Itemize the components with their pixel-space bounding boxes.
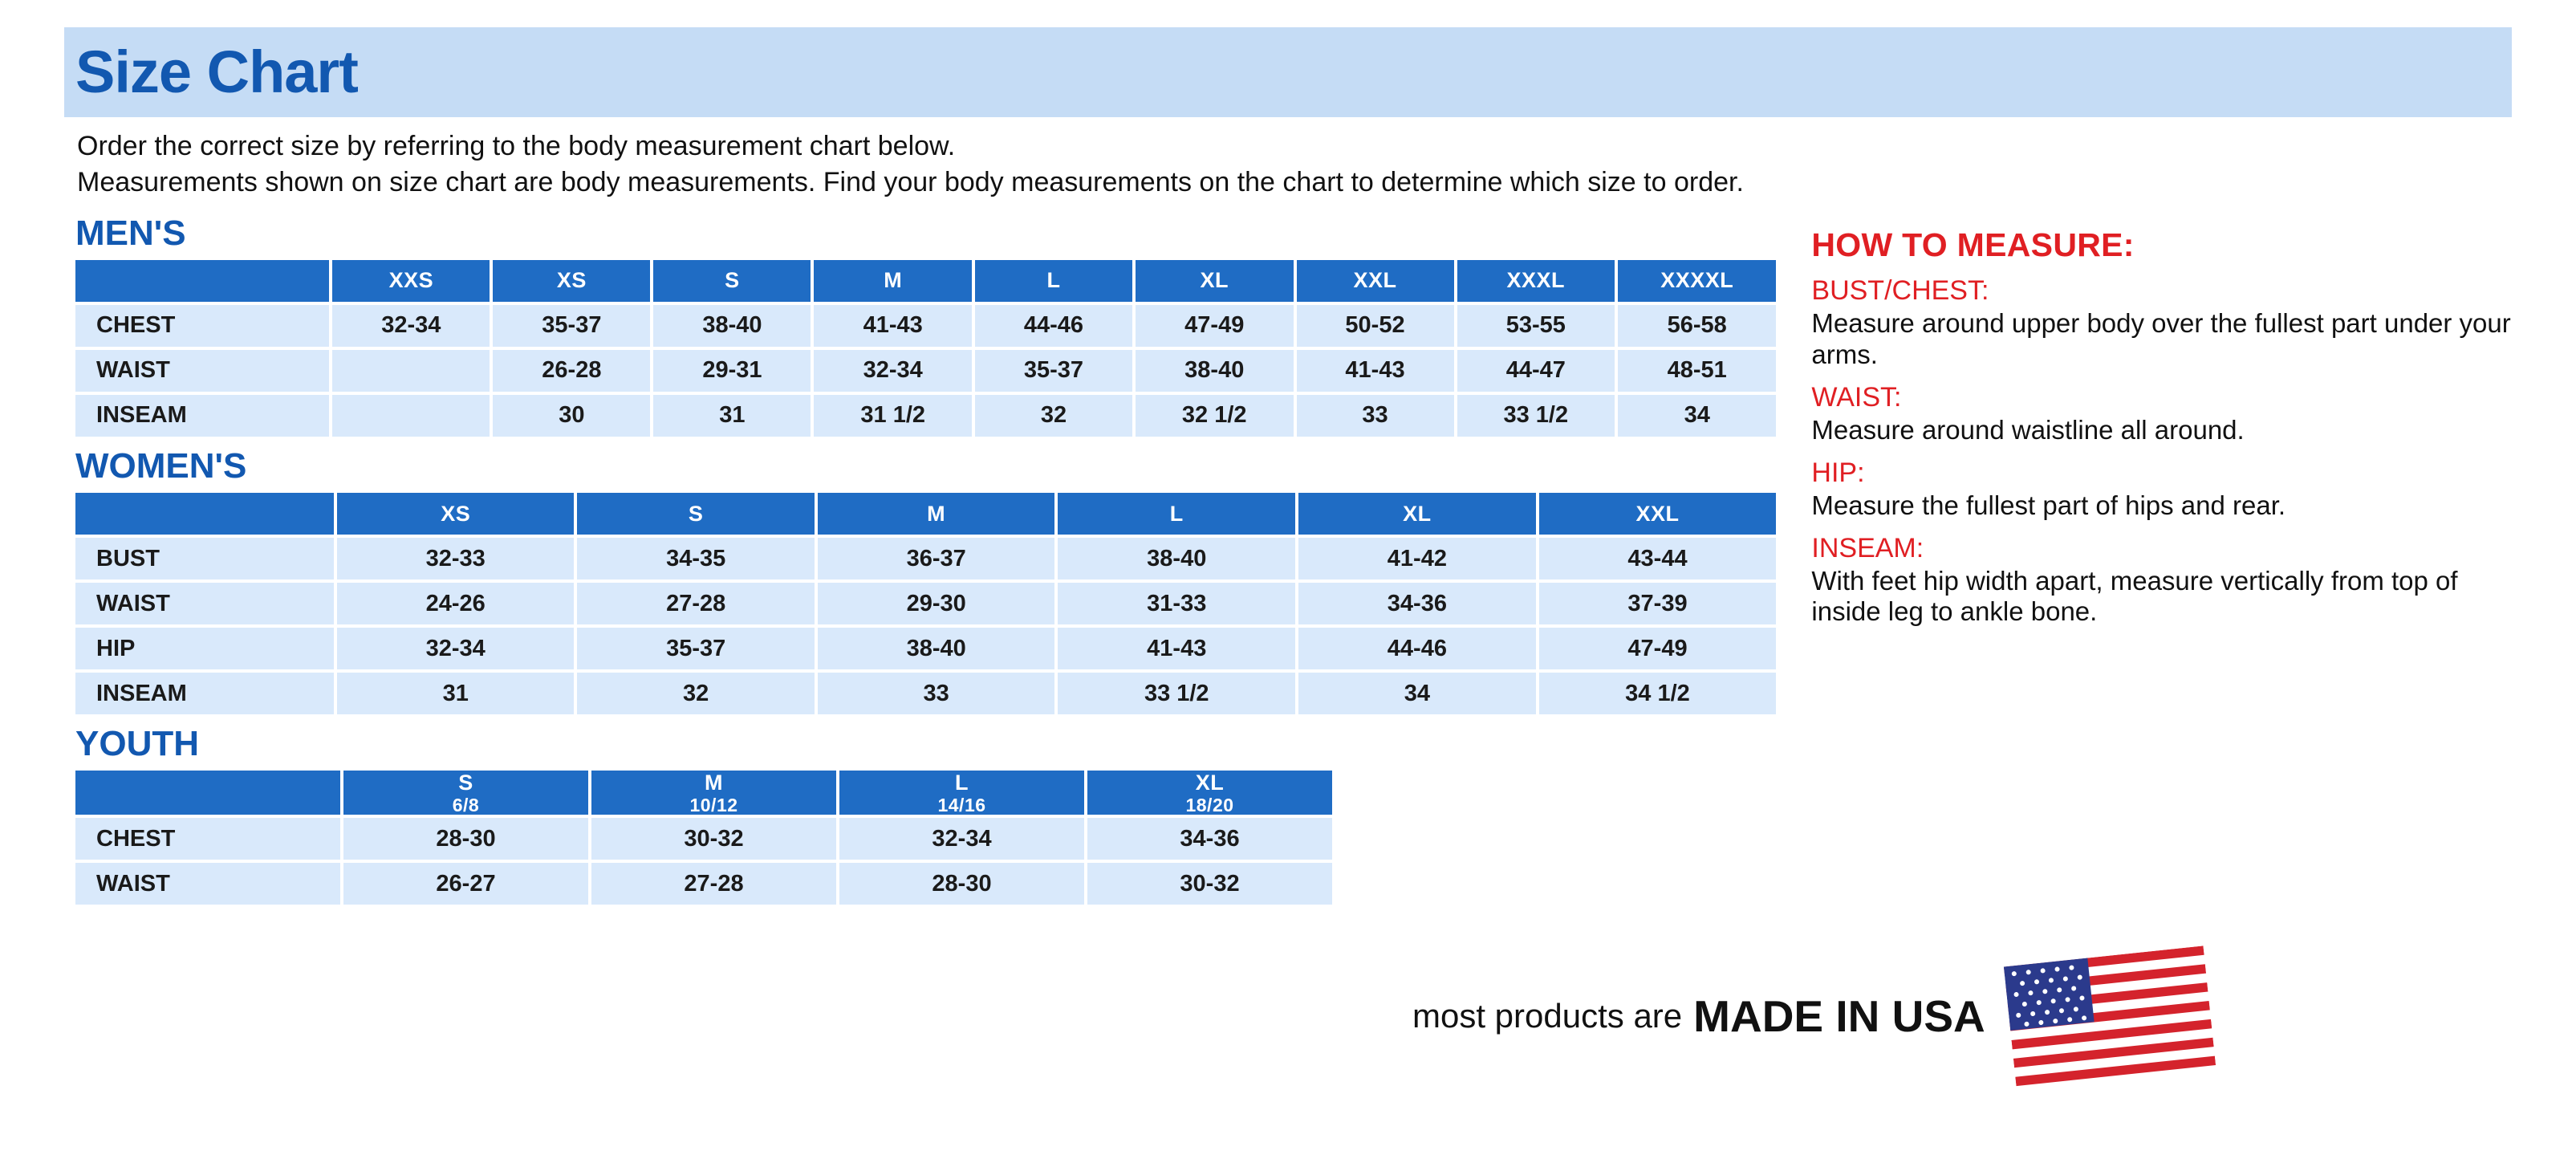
measure-label-inseam: INSEAM: [1811,532,1924,563]
table-cell: 37-39 [1539,583,1777,624]
column-header-sub: 18/20 [1185,795,1234,816]
row-label: WAIST [75,583,334,624]
column-header [75,771,340,815]
page-title: Size Chart [75,39,358,105]
column-header [75,260,329,302]
table-cell: 34 [1618,395,1776,437]
table-cell: 32 [577,673,814,714]
measure-label-hip: HIP: [1811,457,1865,488]
column-header: XXL [1297,260,1454,302]
table-cell: 41-42 [1298,538,1535,580]
table-cell: 24-26 [337,583,574,624]
column-header: L [975,260,1132,302]
how-to-measure-panel [1779,207,2512,909]
row-label: INSEAM [75,395,329,437]
column-header: XS [493,260,650,302]
row-label: INSEAM [75,673,334,714]
table-cell: 53-55 [1457,305,1615,347]
table-cell: 33 1/2 [1457,395,1615,437]
table-row [75,395,1776,437]
usa-flag-icon [2004,946,2216,1087]
table-cell [332,395,490,437]
table-cell: 32-34 [332,305,490,347]
table-cell: 34-36 [1298,583,1535,624]
column-header-sub: 14/16 [937,795,986,816]
table-row [75,350,1776,392]
table-cell: 30 [493,395,650,437]
table-cell: 34-35 [577,538,814,580]
table-cell: 28-30 [343,818,588,860]
table-row [75,305,1776,347]
column-header [839,771,1084,815]
table-cell: 38-40 [1058,538,1295,580]
table-cell: 34-36 [1087,818,1332,860]
table-cell: 35-37 [577,628,814,669]
tables-column [64,207,1779,909]
column-header: S [653,260,811,302]
table-header-row [75,493,1776,535]
column-header: XL [1136,260,1294,302]
table-header-row [75,260,1776,302]
table-cell: 50-52 [1297,305,1454,347]
table-cell: 27-28 [591,863,836,905]
table-cell: 31 [653,395,811,437]
table-cell: 27-28 [577,583,814,624]
intro-line-1: Order the correct size by referring to the body measurement chart below. [77,131,956,161]
row-label: CHEST [75,305,329,347]
womens-size-table [72,490,1779,718]
table-cell: 38-40 [653,305,811,347]
table-cell: 32-34 [839,818,1084,860]
column-header: L [1058,493,1295,535]
table-cell: 33 [818,673,1054,714]
table-cell: 28-30 [839,863,1084,905]
table-cell: 44-46 [975,305,1132,347]
measure-text-bust-chest: Measure around upper body over the fullest part under your arms. [1811,307,2511,369]
column-header-sub: 6/8 [452,795,480,816]
table-cell: 30-32 [591,818,836,860]
table-cell: 48-51 [1618,350,1776,392]
table-row [75,628,1776,669]
column-header [75,493,334,535]
row-label: WAIST [75,350,329,392]
table-cell: 33 1/2 [1058,673,1295,714]
table-cell: 29-30 [818,583,1054,624]
row-label: CHEST [75,818,340,860]
table-cell: 44-47 [1457,350,1615,392]
column-header: M [818,493,1054,535]
made-in-usa-emphasis: MADE IN USA [1693,991,1985,1042]
table-cell: 38-40 [1136,350,1294,392]
table-cell: 31 [337,673,574,714]
table-cell: 32-34 [337,628,574,669]
table-cell: 26-27 [343,863,588,905]
column-header: XS [337,493,574,535]
section-title-womens: WOMEN'S [75,445,247,486]
intro-line-2: Measurements shown on size chart are body measurements. Find your body measurements on the chart to determine which size to order. [77,166,1744,197]
table-cell [332,350,490,392]
table-cell: 34 1/2 [1539,673,1777,714]
table-cell: 47-49 [1539,628,1777,669]
table-row [75,538,1776,580]
mens-size-table [72,257,1779,440]
table-cell: 33 [1297,395,1454,437]
table-cell: 47-49 [1136,305,1294,347]
column-header-sub: 10/12 [689,795,738,816]
column-header: XL [1298,493,1535,535]
how-to-measure-title: HOW TO MEASURE: [1811,226,2135,263]
measure-text-waist: Measure around waistline all around. [1811,414,2245,445]
table-cell: 31 1/2 [814,395,972,437]
table-cell: 32-33 [337,538,574,580]
table-cell: 41-43 [814,305,972,347]
size-chart-page [0,27,2576,1159]
table-cell: 35-37 [975,350,1132,392]
table-header-row [75,771,1332,815]
made-in-usa-prefix: most products are [1412,997,1683,1035]
measure-label-waist: WAIST: [1811,381,1902,413]
measure-label-bust-chest: BUST/CHEST: [1811,274,1989,306]
table-cell: 34 [1298,673,1535,714]
table-cell: 38-40 [818,628,1054,669]
row-label: HIP [75,628,334,669]
table-cell: 35-37 [493,305,650,347]
column-header-main: S [458,771,473,795]
table-cell: 30-32 [1087,863,1332,905]
column-header: XXS [332,260,490,302]
column-header [591,771,836,815]
table-row [75,673,1776,714]
table-row [75,863,1332,905]
column-header-main: L [955,771,969,795]
made-in-usa-row [1412,956,2512,1076]
column-header-main: M [705,771,723,795]
measure-text-inseam: With feet hip width apart, measure vertically from top of inside leg to ankle bone. [1811,565,2458,627]
measure-text-hip: Measure the fullest part of hips and rear. [1811,490,2286,520]
intro-text [64,128,2512,201]
column-header: XXXL [1457,260,1615,302]
table-cell: 44-46 [1298,628,1535,669]
section-title-mens: MEN'S [75,213,186,253]
column-header-main: XL [1195,771,1225,795]
row-label: WAIST [75,863,340,905]
table-cell: 56-58 [1618,305,1776,347]
page-banner [64,27,2512,117]
table-cell: 36-37 [818,538,1054,580]
table-row [75,583,1776,624]
column-header: S [577,493,814,535]
column-header: XXL [1539,493,1777,535]
youth-size-table [72,767,1335,908]
table-cell: 32-34 [814,350,972,392]
table-cell: 41-43 [1058,628,1295,669]
column-header: M [814,260,972,302]
table-cell: 31-33 [1058,583,1295,624]
table-cell: 29-31 [653,350,811,392]
table-cell: 43-44 [1539,538,1777,580]
column-header: XXXXL [1618,260,1776,302]
table-cell: 32 1/2 [1136,395,1294,437]
table-cell: 26-28 [493,350,650,392]
table-cell: 32 [975,395,1132,437]
row-label: BUST [75,538,334,580]
column-header [343,771,588,815]
table-cell: 41-43 [1297,350,1454,392]
table-row [75,818,1332,860]
section-title-youth: YOUTH [75,724,199,764]
column-header [1087,771,1332,815]
